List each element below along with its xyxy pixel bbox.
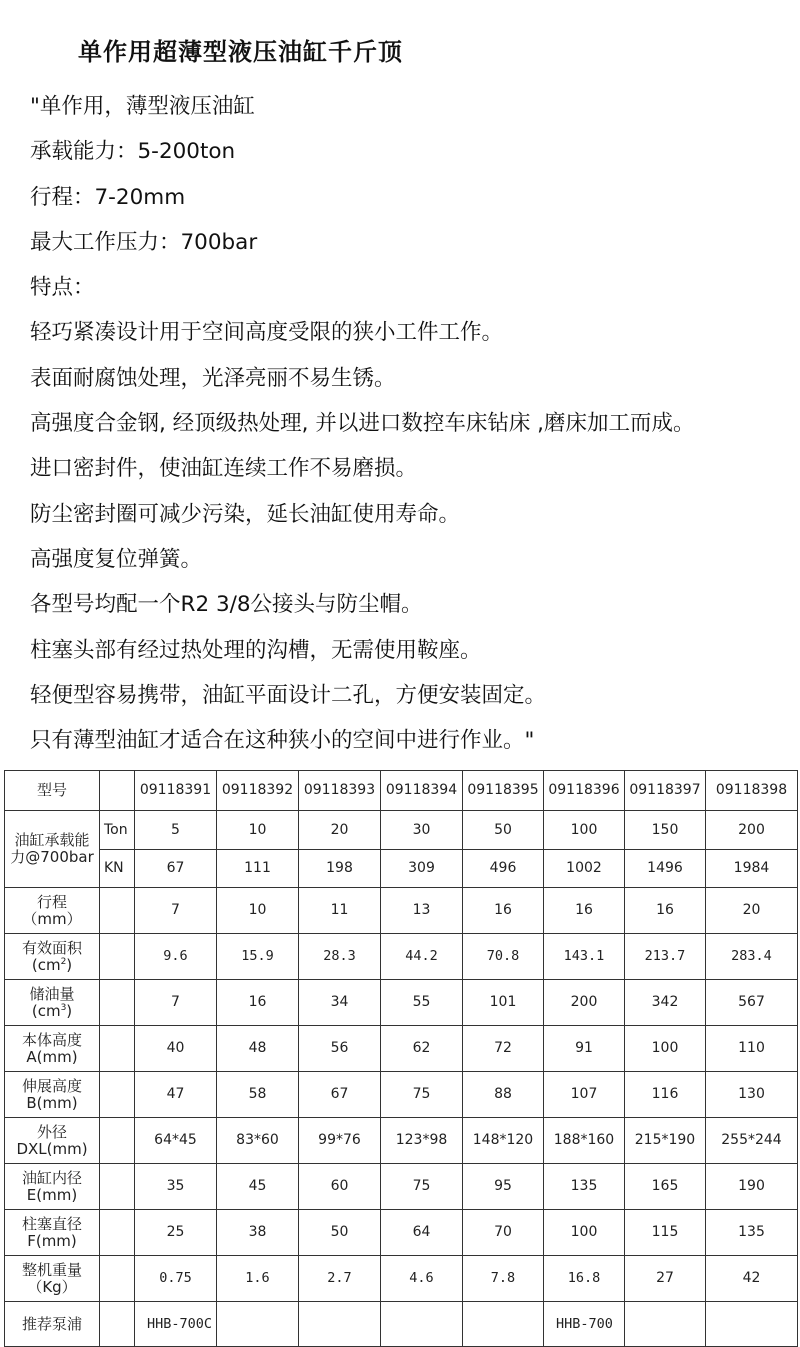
value-cell: 342 (625, 980, 706, 1026)
value-cell: 143.1 (544, 934, 625, 980)
row-header-line: 外径 (36, 1122, 67, 1141)
value-cell: 123*98 (381, 1118, 463, 1164)
row-header-oil (5, 980, 100, 1026)
value-cell: 20 (706, 888, 798, 934)
value-cell: 110 (706, 1026, 798, 1072)
value-cell: 28.3 (299, 934, 381, 980)
value-cell: 75 (381, 1072, 463, 1118)
value-cell: 10 (217, 888, 299, 934)
table-row-plunger (5, 1210, 798, 1256)
value-cell: 11 (299, 888, 381, 934)
row-header-line: 整机重量 (21, 1260, 82, 1279)
row-header-line: F(mm) (27, 1231, 77, 1250)
row-header-line: 伸展高度 (21, 1076, 82, 1095)
model-cell: 09118395 (463, 771, 544, 811)
value-cell: 58 (217, 1072, 299, 1118)
description-line: 只有薄型油缸才适合在这种狭小的空间中进行作业。" (30, 728, 535, 754)
row-header-stroke (5, 888, 100, 934)
value-cell: 30 (381, 811, 463, 850)
value-cell: 100 (544, 811, 625, 850)
value-cell: 9.6 (135, 934, 217, 980)
value-cell: 16 (544, 888, 625, 934)
description-line: 表面耐腐蚀处理，光泽亮丽不易生锈。 (30, 365, 396, 391)
value-cell: 1.6 (217, 1256, 299, 1302)
value-cell: 75 (381, 1164, 463, 1210)
row-header-line: （mm） (22, 909, 82, 928)
value-cell: 20 (299, 811, 381, 850)
description-line: 承载能力：5-200ton (30, 139, 236, 165)
value-cell: 188*160 (544, 1118, 625, 1164)
unit-label-kn: KN (100, 850, 135, 888)
model-cell: 09118396 (544, 771, 625, 811)
value-cell: 567 (706, 980, 798, 1026)
value-cell: 25 (135, 1210, 217, 1256)
description-line: 高强度复位弹簧。 (30, 546, 203, 572)
value-cell: 255*244 (706, 1118, 798, 1164)
value-cell: 215*190 (625, 1118, 706, 1164)
value-cell: 83*60 (217, 1118, 299, 1164)
value-cell: 99*76 (299, 1118, 381, 1164)
row-header-line: DXL(mm) (16, 1139, 88, 1158)
row-header-bore (5, 1164, 100, 1210)
value-cell: 70.8 (463, 934, 544, 980)
value-cell: 88 (463, 1072, 544, 1118)
row-header-line: 油缸内径 (21, 1168, 82, 1187)
description-line: 特点： (30, 275, 95, 301)
value-cell: 56 (299, 1026, 381, 1072)
value-cell: 15.9 (217, 934, 299, 980)
value-cell: 135 (706, 1210, 798, 1256)
description-line: 进口密封件，使油缸连续工作不易磨损。 (30, 456, 418, 482)
model-cell: 09118393 (299, 771, 381, 811)
row-header-outer-diameter (5, 1118, 100, 1164)
description-line: 柱塞头部有经过热处理的沟槽，无需使用鞍座。 (30, 637, 482, 663)
empty-cell (100, 1072, 135, 1118)
empty-cell (100, 1256, 135, 1302)
value-cell: 165 (625, 1164, 706, 1210)
value-cell: 64 (381, 1210, 463, 1256)
description-line: 轻巧紧凑设计用于空间高度受限的狭小工件工作。 (30, 320, 504, 346)
row-header-line: （Kg） (27, 1277, 77, 1296)
empty-cell (625, 1302, 706, 1347)
value-cell: 111 (217, 850, 299, 888)
value-cell: 72 (463, 1026, 544, 1072)
description-line: 轻便型容易携带，油缸平面设计二孔，方便安装固定。 (30, 682, 547, 708)
table-row-kn (5, 850, 798, 888)
value-cell: 42 (706, 1256, 798, 1302)
table-row-bore (5, 1164, 798, 1210)
value-cell: 4.6 (381, 1256, 463, 1302)
value-cell: 95 (463, 1164, 544, 1210)
table-row-pump (5, 1302, 798, 1347)
value-cell: 7.8 (463, 1256, 544, 1302)
value-cell: 7 (135, 980, 217, 1026)
value-cell: 60 (299, 1164, 381, 1210)
table-row-weight (5, 1256, 798, 1302)
description-line: 最大工作压力：700bar (30, 229, 258, 255)
value-cell: 148*120 (463, 1118, 544, 1164)
empty-cell (299, 1302, 381, 1347)
value-cell: 13 (381, 888, 463, 934)
row-header-line: $(cm^2)$ (31, 955, 73, 974)
value-cell: 16 (625, 888, 706, 934)
row-header-area (5, 934, 100, 980)
table-row-area (5, 934, 798, 980)
value-cell: 47 (135, 1072, 217, 1118)
table-row-outer-diameter (5, 1118, 798, 1164)
value-cell: 0.75 (135, 1256, 217, 1302)
value-cell: 50 (463, 811, 544, 850)
value-cell: 16 (463, 888, 544, 934)
row-header-plunger (5, 1210, 100, 1256)
empty-cell (706, 1302, 798, 1347)
unit-label-ton: Ton (100, 811, 135, 850)
empty-cell (100, 771, 135, 811)
empty-cell (100, 1026, 135, 1072)
empty-cell (463, 1302, 544, 1347)
pump-cell: HHB-700 (544, 1302, 625, 1347)
empty-cell (100, 1164, 135, 1210)
value-cell: 38 (217, 1210, 299, 1256)
value-cell: 5 (135, 811, 217, 850)
value-cell: 496 (463, 850, 544, 888)
row-header-pump: 推荐泵浦 (5, 1302, 100, 1347)
empty-cell (381, 1302, 463, 1347)
page-title: 单作用超薄型液压油缸千斤顶 (78, 38, 403, 66)
value-cell: 67 (135, 850, 217, 888)
row-header-line: 行程 (36, 892, 67, 911)
model-cell: 09118392 (217, 771, 299, 811)
row-header-line: 储油量 (29, 984, 75, 1003)
value-cell: 283.4 (706, 934, 798, 980)
value-cell: 45 (217, 1164, 299, 1210)
value-cell: 40 (135, 1026, 217, 1072)
row-header-line: A(mm) (26, 1047, 78, 1066)
value-cell: 16 (217, 980, 299, 1026)
model-cell: 09118398 (706, 771, 798, 811)
value-cell: 64*45 (135, 1118, 217, 1164)
value-cell: 116 (625, 1072, 706, 1118)
value-cell: 213.7 (625, 934, 706, 980)
table-row-stroke (5, 888, 798, 934)
value-cell: 309 (381, 850, 463, 888)
value-cell: 200 (544, 980, 625, 1026)
value-cell: 100 (625, 1026, 706, 1072)
value-cell: 67 (299, 1072, 381, 1118)
spec-table (4, 770, 798, 1347)
value-cell: 135 (544, 1164, 625, 1210)
row-header-line: $(cm^3)$ (31, 1001, 73, 1020)
value-cell: 27 (625, 1256, 706, 1302)
row-header-line: 力@700bar (10, 848, 94, 866)
value-cell: 48 (217, 1026, 299, 1072)
table-row-ton (5, 811, 798, 850)
empty-cell (217, 1302, 299, 1347)
value-cell: 101 (463, 980, 544, 1026)
row-header-extended-height (5, 1072, 100, 1118)
row-header-line: B(mm) (26, 1093, 78, 1112)
model-cell: 09118397 (625, 771, 706, 811)
value-cell: 1984 (706, 850, 798, 888)
value-cell: 115 (625, 1210, 706, 1256)
value-cell: 1496 (625, 850, 706, 888)
value-cell: 190 (706, 1164, 798, 1210)
row-header-line: 有效面积 (21, 938, 82, 957)
empty-cell (100, 1302, 135, 1347)
table-row-model (5, 771, 798, 811)
row-header-capacity (5, 811, 100, 888)
table-row-extended-height (5, 1072, 798, 1118)
description-line: 各型号均配一个R2 3/8公接头与防尘帽。 (30, 592, 423, 618)
empty-cell (100, 1210, 135, 1256)
value-cell: 150 (625, 811, 706, 850)
value-cell: 91 (544, 1026, 625, 1072)
row-header-weight (5, 1256, 100, 1302)
table-row-body-height (5, 1026, 798, 1072)
value-cell: 55 (381, 980, 463, 1026)
empty-cell (100, 1118, 135, 1164)
row-header-body-height (5, 1026, 100, 1072)
value-cell: 130 (706, 1072, 798, 1118)
value-cell: 44.2 (381, 934, 463, 980)
row-header-line: 油缸承载能 (14, 831, 90, 849)
value-cell: 62 (381, 1026, 463, 1072)
value-cell: 1002 (544, 850, 625, 888)
row-header-model: 型号 (5, 771, 100, 811)
value-cell: 16.8 (544, 1256, 625, 1302)
empty-cell (100, 980, 135, 1026)
empty-cell (100, 934, 135, 980)
value-cell: 100 (544, 1210, 625, 1256)
description-line: 行程：7-20mm (30, 184, 186, 210)
description-line: "单作用，薄型液压油缸 (30, 94, 255, 119)
value-cell: 70 (463, 1210, 544, 1256)
empty-cell (100, 888, 135, 934)
value-cell: 50 (299, 1210, 381, 1256)
description-list (30, 84, 695, 763)
value-cell: 7 (135, 888, 217, 934)
value-cell: 2.7 (299, 1256, 381, 1302)
description-line: 防尘密封圈可减少污染，延长油缸使用寿命。 (30, 501, 461, 527)
description-line: 高强度合金钢, 经顶级热处理, 并以进口数控车床钻床 ,磨床加工而成。 (30, 411, 695, 437)
model-cell: 09118394 (381, 771, 463, 811)
table-row-oil (5, 980, 798, 1026)
value-cell: 35 (135, 1164, 217, 1210)
value-cell: 10 (217, 811, 299, 850)
value-cell: 198 (299, 850, 381, 888)
value-cell: 200 (706, 811, 798, 850)
row-header-line: 本体高度 (21, 1030, 82, 1049)
value-cell: 107 (544, 1072, 625, 1118)
row-header-line: E(mm) (26, 1185, 78, 1204)
value-cell: 34 (299, 980, 381, 1026)
pump-cell: HHB-700C (135, 1302, 217, 1347)
model-cell: 09118391 (135, 771, 217, 811)
row-header-line: 柱塞直径 (21, 1214, 82, 1233)
